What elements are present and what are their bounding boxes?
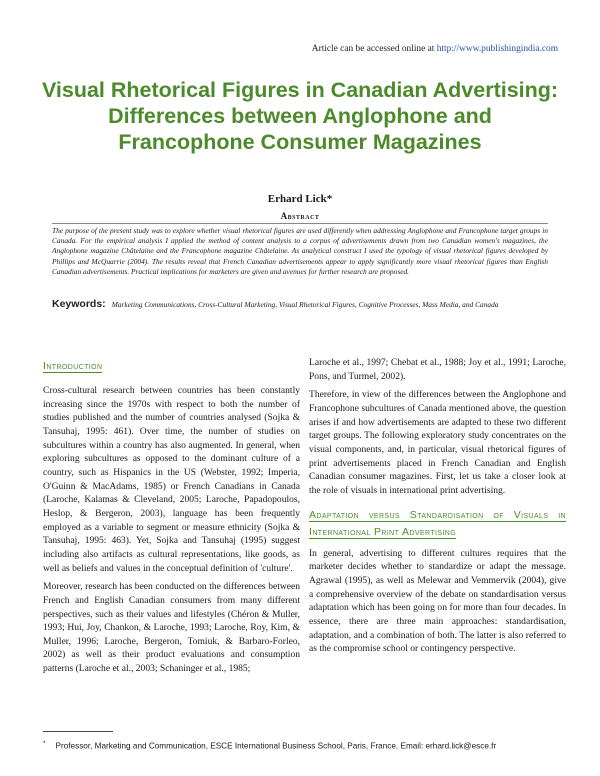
- intro-paragraph-2: Moreover, research has been conducted on the differences between French and English Canadian consumers from many different perspectives, such as their values and lifestyles (Chéron & Muller, 1993; Hui, Joy, Chankon, & Laroche, 1993; Laroche, Roy, Kim, & Muller, 1996; Laroche, Bergeron, Tomiuk, & Barbaro-Forleo, 2002) as well as their product evaluations and consumption patterns (Laroche et al., 2003; Schaninger et al., 1985;: [43, 581, 300, 675]
- right-paragraph-2: In general, advertising to different cultures requires that the marketer decides whether to standardize or adapt the message. Agrawal (1995), as well as Melewar and Vemmervik (2004), give a comprehensive overview of the debate on standardisation versus adaptation which has been going on for more than four decades. In essence, there are three main approaches: standardisation, adaptation, and a combination of both. The latter is also referred to as the compromise school or contingency perspective.: [309, 547, 566, 655]
- access-note: [312, 44, 558, 54]
- section-heading-introduction: Introduction: [43, 360, 103, 372]
- publisher-link[interactable]: http://www.publishingindia.com: [436, 44, 558, 54]
- keywords: [52, 299, 548, 311]
- keywords-list: Marketing Communications, Cross-Cultural Marketing, Visual Rhetorical Figures, Cognitive Processes, Mass Media, and Canada: [111, 300, 499, 309]
- access-prefix: Article can be accessed online at: [311, 44, 437, 54]
- footnote-text: Professor, Marketing and Communication, ESCE International Business School, Paris, France. Email: erhard.lick@esce.fr: [55, 741, 497, 751]
- author-name: Erhard Lick*: [267, 193, 333, 205]
- keywords-label: Keywords:: [52, 298, 106, 310]
- abstract-text: The purpose of the present study was to explore whether visual rhetorical figures are used differently when addressing Anglophone and Francophone target groups in Canada. For the empirical analysis I applied the method of content analysis to a corpus of advertisements drawn from two Canadian women's magazines, the Anglophone magazine Châtelaine and the Francophone magazine Châtelaine. As analytical construct I used the typology of visual rhetorical figures developed by Phillips and McQuarrie (2004). The results reveal that French Canadian advertisements appear to apply significantly more visual rhetorical figures than English Canadian advertisements. Practical implications for marketers are given and avenues for further research are proposed.: [52, 226, 548, 276]
- right-column: [309, 356, 566, 661]
- intro-paragraph-1: Cross-cultural research between countries has been constantly increasing since the 1970s with respect to both the number of studies published and the number of countries analysed (Sojka & Tansuhaj, 1995: 461). Over time, the number of studies on subcultures within a country has also augmented. In general, when exploring subcultures as opposed to the dominant culture of a country, such as Hispanics in the US (Webster, 1992; Imperia, O'Guinn & MacAdams, 1985) or French Canadians in Canada (Laroche, Kalamas & Cleveland, 2005; Laroche, Papadopoulos, Heslop, & Bergeron, 2003), language has been frequently employed as a variable to segment or measure ethnicity (Sojka & Tansuhaj, 1995: 463). Yet, Sojka and Tansuhaj (1995) suggest including also artifacts as cultural representations, like goods, as well as beliefs and values in the conceptual definition of 'culture'.: [43, 385, 300, 574]
- footnote-divider: [43, 731, 113, 732]
- section-heading-adaptation: Adaptation versus Standardisation of Visuals in International Print Advertising: [309, 508, 566, 538]
- article-title: Visual Rhetorical Figures in Canadian Advertising: Differences between Anglophone and Francophone Consumer Magazines: [41, 78, 559, 154]
- footnote: [43, 740, 563, 751]
- right-paragraph-1: Therefore, in view of the differences between the Anglophone and Francophone subcultures of Canada mentioned above, the question arises if and how advertisements are adapted to these two different target groups. The following exploratory study concentrates on the visual components, and, in particular, visual rhetorical figures of print advertisements placed in French Canadian and English Canadian consumer magazines. First, let us take a closer look at the role of visuals in international print advertising.: [309, 389, 566, 496]
- left-column: [43, 358, 300, 681]
- abstract-heading: Abstract: [280, 211, 320, 221]
- continuation-paragraph: Laroche et al., 1997; Chebat et al., 1988; Joy et al., 1991; Laroche, Pons, and Turmel, 2002).: [309, 357, 566, 382]
- footnote-marker: *: [43, 740, 46, 747]
- abstract-divider: [52, 223, 548, 224]
